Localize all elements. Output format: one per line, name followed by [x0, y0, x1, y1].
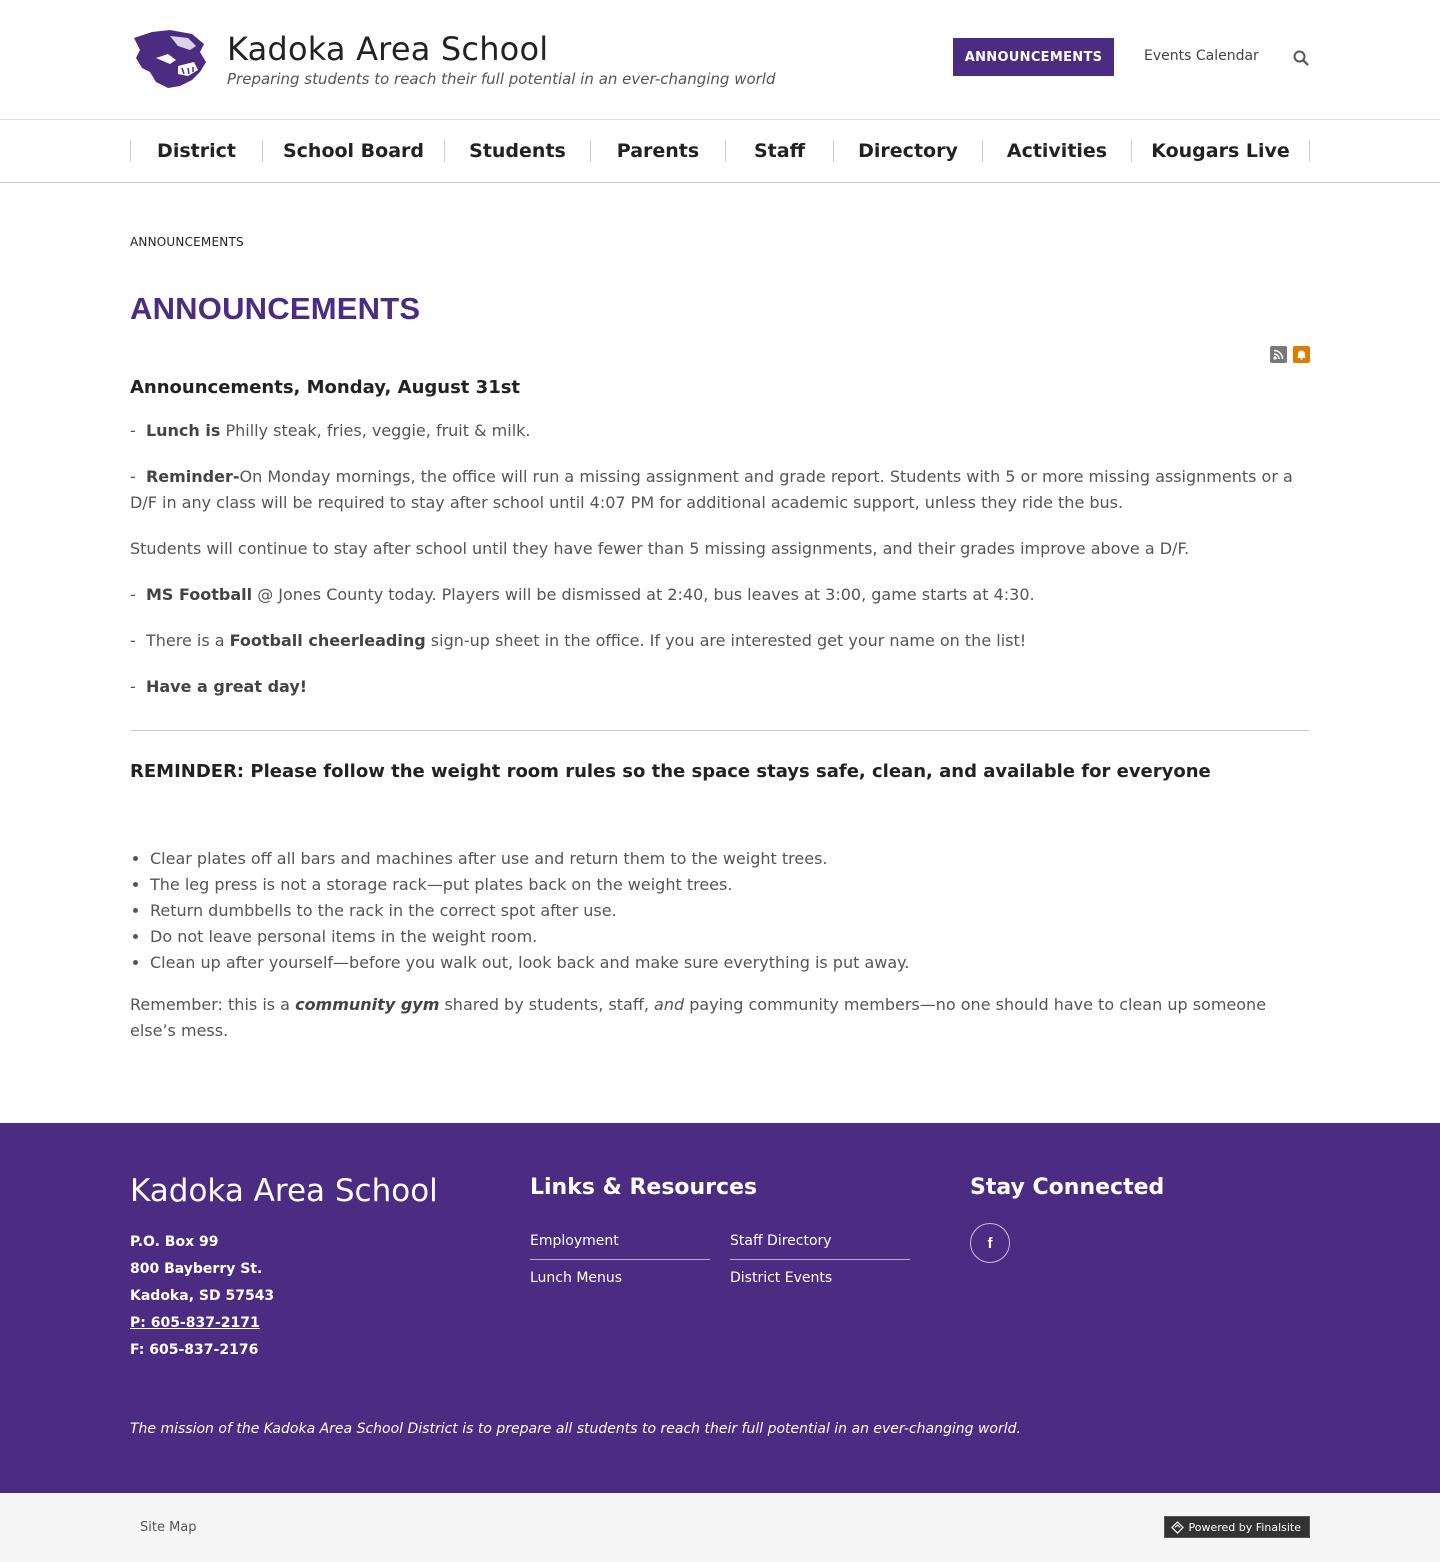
- social-heading: Stay Connected: [970, 1175, 1165, 1200]
- breadcrumb[interactable]: ANNOUNCEMENTS: [130, 235, 244, 249]
- links-heading: Links & Resources: [530, 1175, 758, 1200]
- closing-mid: shared by students, staff,: [439, 995, 655, 1014]
- cheer-post: sign-up sheet in the office. If you are interested get your name on the list!: [425, 631, 1027, 650]
- phone-link[interactable]: P: 605-837-2171: [130, 1315, 260, 1331]
- address-line: P.O. Box 99: [130, 1234, 219, 1250]
- site-header: [0, 0, 1440, 120]
- nav-item-activities[interactable]: Activities: [982, 140, 1131, 162]
- list-item: • Clear plates off all bars and machines after use and return them to the weight trees.: [150, 846, 1310, 872]
- footer-school-name: Kadoka Area School: [130, 1173, 438, 1209]
- main-nav: [0, 120, 1440, 183]
- employment-link[interactable]: Employment: [530, 1223, 710, 1260]
- closing-and: and: [654, 995, 685, 1014]
- list-item: • The leg press is not a storage rack—put plates back on the weight trees.: [150, 872, 1310, 898]
- reminder-item: - Reminder-On Monday mornings, the office will run a missing assignment and grade report. Students with 5 or more missing assignments or a D/F in any class will be required to stay after school until 4:07 PM for additional academic support, unless they ride the bus.: [130, 467, 1293, 512]
- list-item: • Return dumbbells to the rack in the correct spot after use.: [150, 898, 1310, 924]
- powered-by-text: Powered by Finalsite: [1188, 1520, 1301, 1534]
- nav-item-school-board[interactable]: School Board: [262, 140, 444, 162]
- bell-icon[interactable]: [1293, 346, 1310, 363]
- site-tagline: Preparing students to reach their full potential in an ever-changing world: [227, 70, 776, 88]
- footer-address: [130, 1229, 274, 1364]
- nav-item-parents[interactable]: Parents: [590, 140, 725, 162]
- main-content: [0, 183, 1440, 1044]
- site-footer: [0, 1123, 1440, 1493]
- site-map-link[interactable]: Site Map: [140, 1520, 197, 1535]
- cougar-logo-icon[interactable]: [130, 28, 208, 90]
- closing-text: [130, 992, 1310, 1044]
- fax-number: F: 605-837-2176: [130, 1342, 259, 1358]
- district-events-link[interactable]: District Events: [730, 1270, 833, 1286]
- powered-by-badge[interactable]: [1164, 1516, 1310, 1538]
- post-divider: [130, 730, 1310, 731]
- lunch-item: - Lunch is Philly steak, fries, veggie, fruit & milk.: [130, 421, 531, 440]
- greatday-item: - Have a great day!: [130, 677, 308, 696]
- post-title-weight-room[interactable]: REMINDER: Please follow the weight room rules so the space stays safe, clean, and available for everyone: [130, 761, 1211, 782]
- page-title: ANNOUNCEMENTS: [130, 291, 421, 326]
- closing-pre: Remember: this is a: [130, 995, 296, 1014]
- football-item: - MS Football @ Jones County today. Players will be dismissed at 2:40, bus leaves at 3:00, game starts at 4:30.: [130, 585, 1035, 604]
- feed-icons: [1270, 346, 1310, 363]
- weight-room-rules: [130, 846, 1310, 976]
- closing-bold: community gym: [295, 995, 440, 1014]
- reminder-text: On Monday mornings, the office will run a missing assignment and grade report. Students with 5 or more missing assignments or a D/F in any class will be required to stay after school until 4:07 PM for additional academic support, unless they ride the bus.: [130, 467, 1293, 512]
- list-item: • Do not leave personal items in the weight room.: [150, 924, 1310, 950]
- lunch-text: Philly steak, fries, veggie, fruit & milk.: [220, 421, 531, 440]
- address-line: Kadoka, SD 57543: [130, 1288, 275, 1304]
- address-line: 800 Bayberry St.: [130, 1261, 263, 1277]
- nav-item-staff[interactable]: Staff: [725, 140, 833, 162]
- staff-directory-link[interactable]: Staff Directory: [730, 1223, 910, 1260]
- cheer-item: - There is a Football cheerleading sign-up sheet in the office. If you are interested get your name on the list!: [130, 631, 1027, 650]
- search-icon[interactable]: [1292, 49, 1310, 67]
- closing-post: paying community members—no one should have to clean up someone else’s mess.: [130, 995, 1267, 1040]
- cheer-pre: There is a: [145, 631, 230, 650]
- facebook-icon[interactable]: f: [970, 1223, 1010, 1263]
- finalsite-logo-icon: [1171, 1521, 1184, 1534]
- nav-item-kougars-live[interactable]: Kougars Live: [1131, 140, 1310, 162]
- announcements-button[interactable]: ANNOUNCEMENTS: [953, 38, 1114, 76]
- nav-item-directory[interactable]: Directory: [833, 140, 982, 162]
- mission-statement: The mission of the Kadoka Area School District is to prepare all students to reach their full potential in an ever-changing world.: [130, 1421, 1021, 1437]
- events-calendar-link[interactable]: Events Calendar: [1144, 48, 1259, 64]
- lunch-menus-link[interactable]: Lunch Menus: [530, 1270, 623, 1286]
- continue-text: Students will continue to stay after school until they have fewer than 5 missing assignments, and their grades improve above a D/F.: [130, 539, 1190, 558]
- lunch-label: Lunch is: [145, 421, 221, 440]
- footer-links: [530, 1223, 910, 1296]
- rss-icon[interactable]: [1270, 346, 1287, 363]
- bottom-bar: [0, 1493, 1440, 1562]
- football-label: MS Football: [145, 585, 253, 604]
- cheer-label: Football cheerleading: [229, 631, 426, 650]
- list-item: • Clean up after yourself—before you walk out, look back and make sure everything is put away.: [150, 950, 1310, 976]
- nav-item-district[interactable]: District: [130, 140, 262, 162]
- site-title[interactable]: Kadoka Area School: [227, 30, 549, 68]
- post-title[interactable]: Announcements, Monday, August 31st: [130, 377, 521, 398]
- nav-item-students[interactable]: Students: [444, 140, 590, 162]
- football-text: @ Jones County today. Players will be dismissed at 2:40, bus leaves at 3:00, game starts at 4:30.: [252, 585, 1035, 604]
- reminder-label: Reminder-: [145, 467, 240, 486]
- greatday-text: Have a great day!: [145, 677, 308, 696]
